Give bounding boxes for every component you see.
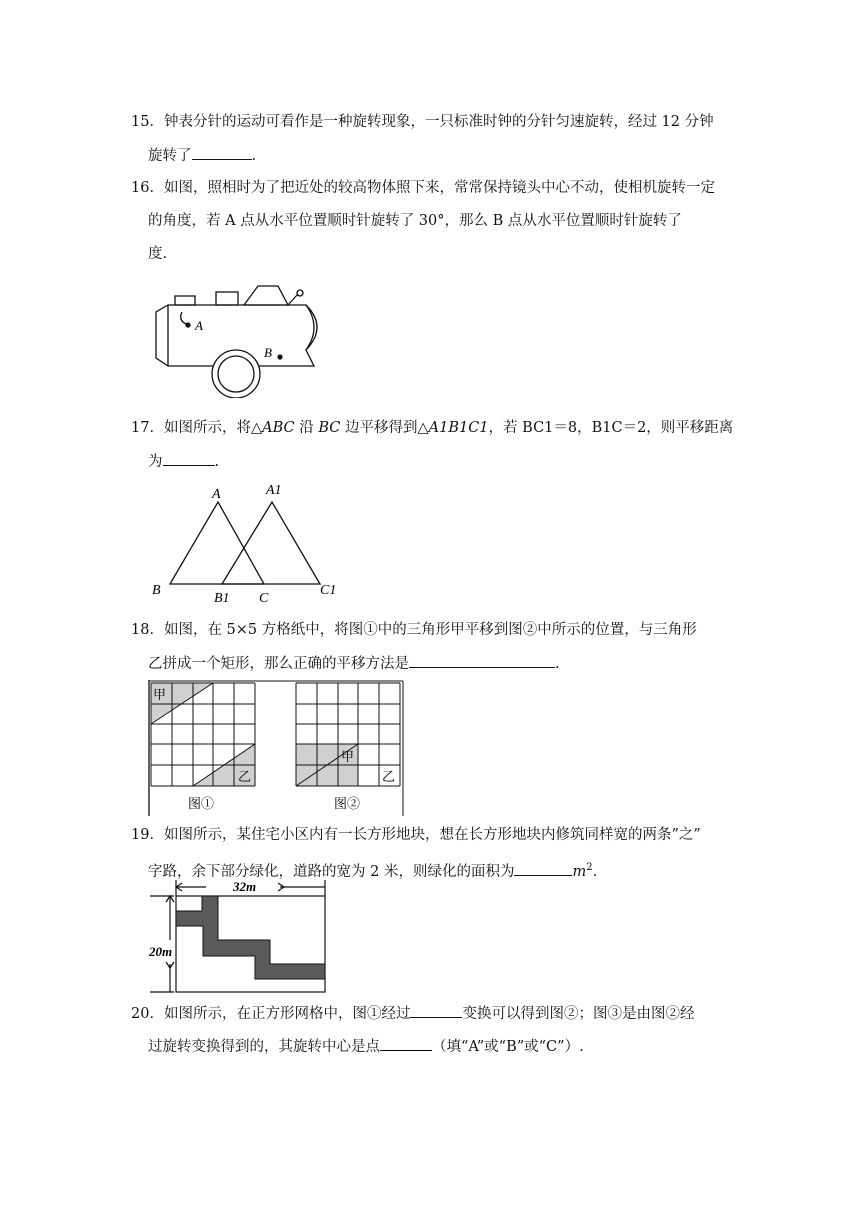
figure-1-caption: 图① [188, 796, 215, 811]
label-a: A [212, 487, 221, 502]
q15-line2: 旋转了 . [148, 145, 256, 166]
q15-line1 [131, 112, 714, 132]
label-a: A [195, 318, 203, 333]
point-a [185, 322, 190, 327]
grid-figures [148, 680, 408, 816]
q16-number: 16． [131, 180, 164, 196]
q18-text-1: 如图，在 5×5 方格纸中，将图①中的三角形甲平移到图②中所示的位置，与三角形 [163, 622, 697, 638]
triangle-abc [170, 502, 264, 584]
translation-triangle-figure [148, 480, 348, 608]
q17-number: 17． [131, 420, 164, 436]
label-a1: A1 [266, 483, 282, 498]
q18-answer-blank[interactable] [409, 653, 555, 668]
triangle-yi-label-2: 乙 [382, 769, 396, 784]
q20-answer-blank-2[interactable] [380, 1036, 432, 1051]
q15-answer-blank[interactable] [192, 145, 252, 160]
camera-figure [148, 282, 338, 398]
q19-line1 [131, 825, 701, 845]
triangle-a1b1c1 [222, 502, 320, 584]
q19-answer-blank[interactable] [514, 861, 572, 876]
q19-line2: 字路，余下部分绿化，道路的宽为 2 米，则绿化的面积为 $m^2$. [148, 862, 598, 880]
height-label: 20m [149, 944, 173, 959]
grid-2 [296, 683, 400, 811]
q17-line2: 为 . [148, 451, 219, 472]
road-figure [148, 878, 330, 996]
q17-answer-blank[interactable] [163, 451, 215, 466]
q20-line2: 过旋转变换得到的，其旋转中心是点 （填“A”或“B”或“C”）. [148, 1036, 584, 1057]
q18-line1 [131, 620, 697, 640]
q19-number: 19． [131, 827, 164, 843]
q18-line2: 乙拼成一个矩形，那么正确的平移方法是 . [148, 653, 560, 674]
label-c: C [259, 591, 269, 606]
zigzag-road [176, 896, 325, 979]
q16-text-1: 如图，照相时为了把近处的较高物体照下来，常常保持镜头中心不动，使相机旋转一定 [163, 180, 715, 196]
width-label: 32m [233, 879, 257, 894]
q17-conditions: ，若 BC1＝8，B1C＝2，则平移距离 [488, 420, 734, 436]
figure-2-caption: 图② [334, 796, 361, 811]
q18-number: 18． [131, 622, 164, 638]
grid-1 [151, 683, 255, 811]
q16-line1 [131, 178, 715, 198]
q19-text-1: 如图所示，某住宅小区内有一长方形地块，想在长方形地块内修筑同样宽的两条”之” [163, 827, 701, 843]
q20-answer-blank-1[interactable] [410, 1003, 462, 1018]
label-b: B [152, 583, 161, 598]
q20-line1: 20．如图所示，在正方形网格中，图①经过 变换可以得到图②；图③是由图②经 [131, 1003, 694, 1024]
triangle-jia-label: 甲 [153, 687, 167, 702]
label-c1: C1 [320, 583, 337, 598]
q15-text-1: 钟表分针的运动可看作是一种旋转现象，一只标准时钟的分针匀速旋转，经过 12 分钟 [163, 114, 714, 130]
triangle-yi-label: 乙 [238, 769, 252, 784]
q15-number: 15． [131, 114, 164, 130]
q16-line2: 的角度，若 A 点从水平位置顺时针旋转了 30°，那么 B 点从水平位置顺时针旋转了 [148, 213, 682, 229]
q17-line1: 17．如图所示，将△ABC 沿 BC 边平移得到△A1B1C1，若 BC1＝8，B1C＝2，则平移距离 [131, 420, 734, 436]
q17-triangle-name: A1B1C1 [428, 420, 489, 436]
q15-text-2: 旋转了 [148, 148, 192, 164]
q20-number: 20． [131, 1006, 164, 1022]
label-b1: B1 [214, 591, 230, 606]
triangle-jia-label-2: 甲 [341, 749, 355, 764]
point-b [277, 354, 282, 359]
q16-line3: 度. [148, 246, 168, 262]
label-b: B [264, 345, 272, 360]
